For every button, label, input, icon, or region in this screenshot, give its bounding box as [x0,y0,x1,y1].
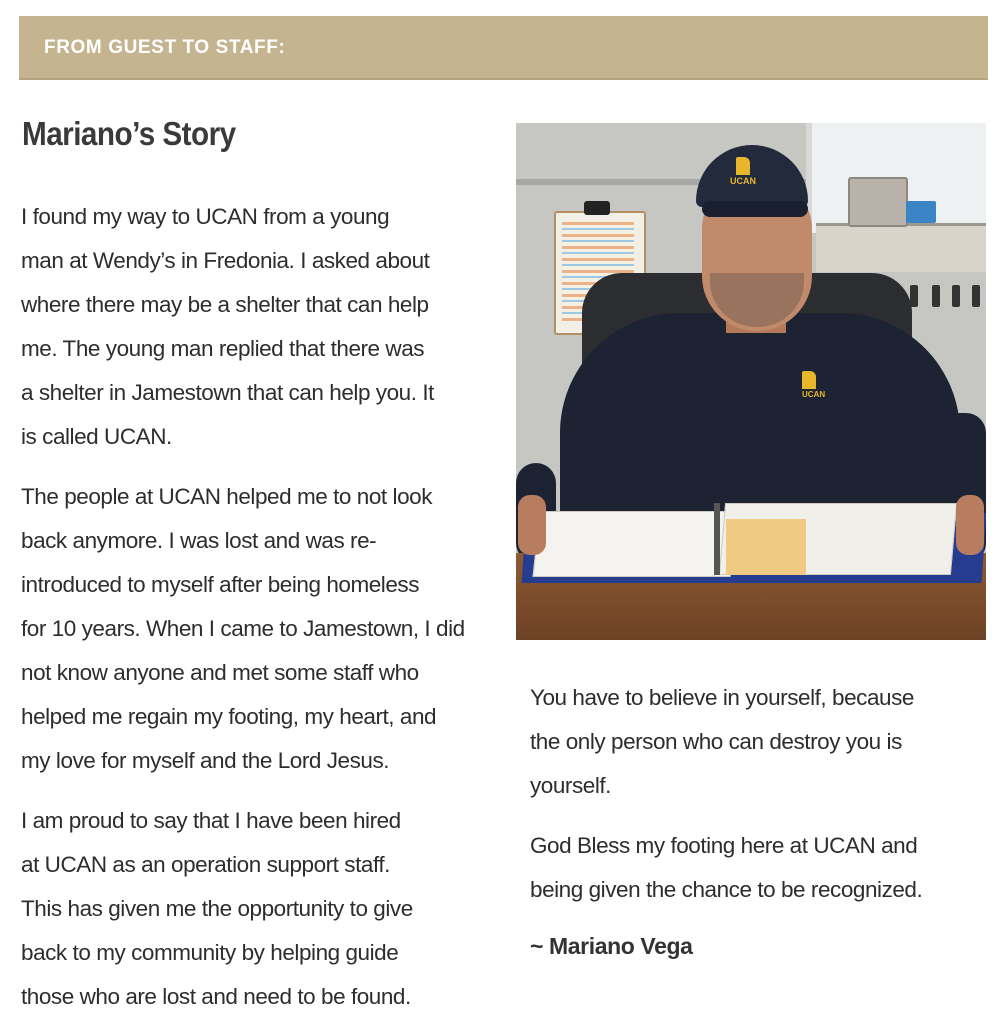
text-line: at UCAN as an operation support staff. [21,852,390,877]
article-title: Mariano’s Story [22,115,236,152]
photo-clip [584,201,610,215]
photo-cup [906,201,936,223]
section-banner [19,16,988,80]
photo-key [932,285,940,307]
text-line: yourself. [530,773,611,798]
text-line: You have to believe in yourself, because [530,685,914,710]
left-column [21,195,491,1035]
text-line: my love for myself and the Lord Jesus. [21,748,390,773]
text-line: back anymore. I was lost and was re- [21,528,377,553]
photo-key [952,285,960,307]
text-line: not know anyone and met some staff who [21,660,419,685]
photo-left-hand [518,495,546,555]
text-line: for 10 years. When I came to Jamestown, I did [21,616,465,641]
text-line: God Bless my footing here at UCAN and [530,833,918,858]
text-line: I found my way to UCAN from a young [21,204,390,229]
text-line: the only person who can destroy you is [530,729,902,754]
photo-key [972,285,980,307]
photo-basket [848,177,908,227]
right-column [530,676,985,928]
photo-binder-rings [714,503,720,575]
portrait-photo [516,123,986,640]
photo-binder-left-page [533,511,738,577]
photo-right-hand [956,495,984,555]
shirt-logo [802,371,842,399]
text-line: man at Wendy’s in Fredonia. I asked about [21,248,430,273]
text-line: helped me regain my footing, my heart, and [21,704,437,729]
text-line: is called UCAN. [21,424,172,449]
photo-binder-tab [726,519,806,575]
text-line: a shelter in Jamestown that can help you. It [21,380,434,405]
banner-label: FROM GUEST TO STAFF: [44,37,286,58]
text-line: being given the chance to be recognized. [530,877,923,902]
paragraph [530,824,985,912]
text-line: introduced to myself after being homeless [21,572,420,597]
paragraph [21,475,491,783]
text-line: those who are lost and need to be found. [21,984,411,1009]
cap-logo [728,157,758,186]
shirt-logo-text: UCAN [802,390,826,399]
cap-logo-text: UCAN [730,176,756,186]
text-line: I am proud to say that I have been hired [21,808,401,833]
text-line: back to my community by helping guide [21,940,399,965]
photo-cap-brim [702,201,808,217]
paragraph [21,195,491,459]
photo-key [910,285,918,307]
paragraph [530,676,985,808]
text-line: me. The young man replied that there was [21,336,425,361]
text-line: This has given me the opportunity to give [21,896,413,921]
text-line: The people at UCAN helped me to not look [21,484,433,509]
paragraph [21,799,491,1019]
text-line: where there may be a shelter that can help [21,292,429,317]
photo-shelf [816,223,986,272]
signature: ~ Mariano Vega [530,933,693,959]
